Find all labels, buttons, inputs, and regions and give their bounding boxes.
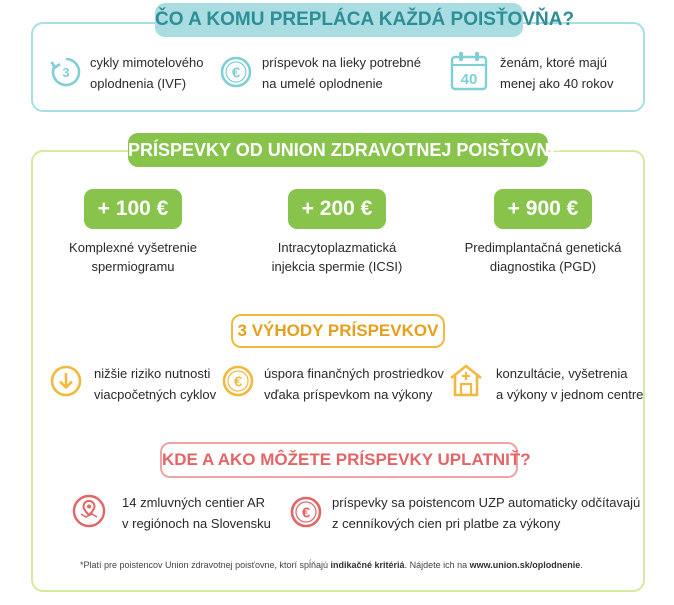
amount-desc-100: Komplexné vyšetrenie spermiogramu [69,240,197,274]
amount-badge-200: + 200 € [288,189,386,229]
top-item-3: ženám, ktoré majú menej ako 40 rokov [500,55,614,91]
top-item-2: príspevok na lieky potrebné na umelé oplodnenie [262,55,421,91]
cycle-number: 3 [62,65,70,80]
amount-desc-200: Intracytoplazmatická injekcia spermie (ICSI) [271,240,403,274]
benefit-item-1: nižšie riziko nutnosti viacpočetných cyklov [94,366,217,402]
benefit-item-3: konzultácie, vyšetrenia a výkony v jednom centre [496,366,644,402]
euro-icon [290,496,322,528]
where-item-2: príspevky sa poistencom UZP automaticky odčítavajú z cenníkových cien pri platbe za výkony [332,495,641,531]
union-section-title: PRÍSPEVKY OD UNION ZDRAVOTNEJ POISŤOVNE* [128,133,548,167]
euro-icon [222,365,254,397]
clinic-icon [448,362,484,398]
svg-text:€: € [233,373,243,391]
euro-icon [220,56,252,88]
footnote: *Platí pre poistencov Union zdravotnej poisťovne, ktorí spĺňajú indikačné kritériá. Nájdete ich na www.union.sk/oplodnenie. [80,560,583,570]
cycle-icon [50,56,82,88]
svg-text:€: € [301,504,311,522]
top-section-title: ČO A KOMU PREPLÁCA KAŽDÁ POISŤOVŇA? [155,3,523,37]
amount-badge-100: + 100 € [84,189,182,229]
benefits-title: 3 VÝHODY PRÍSPEVKOV [231,314,445,348]
down-arrow-icon [50,365,82,397]
calendar-icon [450,51,488,91]
calendar-number: 40 [460,71,478,88]
benefit-item-2: úspora finančných prostriedkov vďaka príspevkom na výkony [264,366,444,402]
map-pin-icon [72,494,106,528]
svg-text:€: € [231,64,241,82]
footnote-link[interactable]: www.union.sk/oplodnenie [469,560,581,570]
where-item-1: 14 zmluvných centier AR v regiónoch na Slovensku [122,495,271,531]
amount-badge-900: + 900 € [494,189,592,229]
top-item-1: cykly mimotelového oplodnenia (IVF) [90,55,204,91]
amount-desc-900: Predimplantačná genetická diagnostika (PGD) [464,240,622,274]
where-title: KDE A AKO MÔŽETE PRÍSPEVKY UPLATNIŤ? [160,442,518,478]
